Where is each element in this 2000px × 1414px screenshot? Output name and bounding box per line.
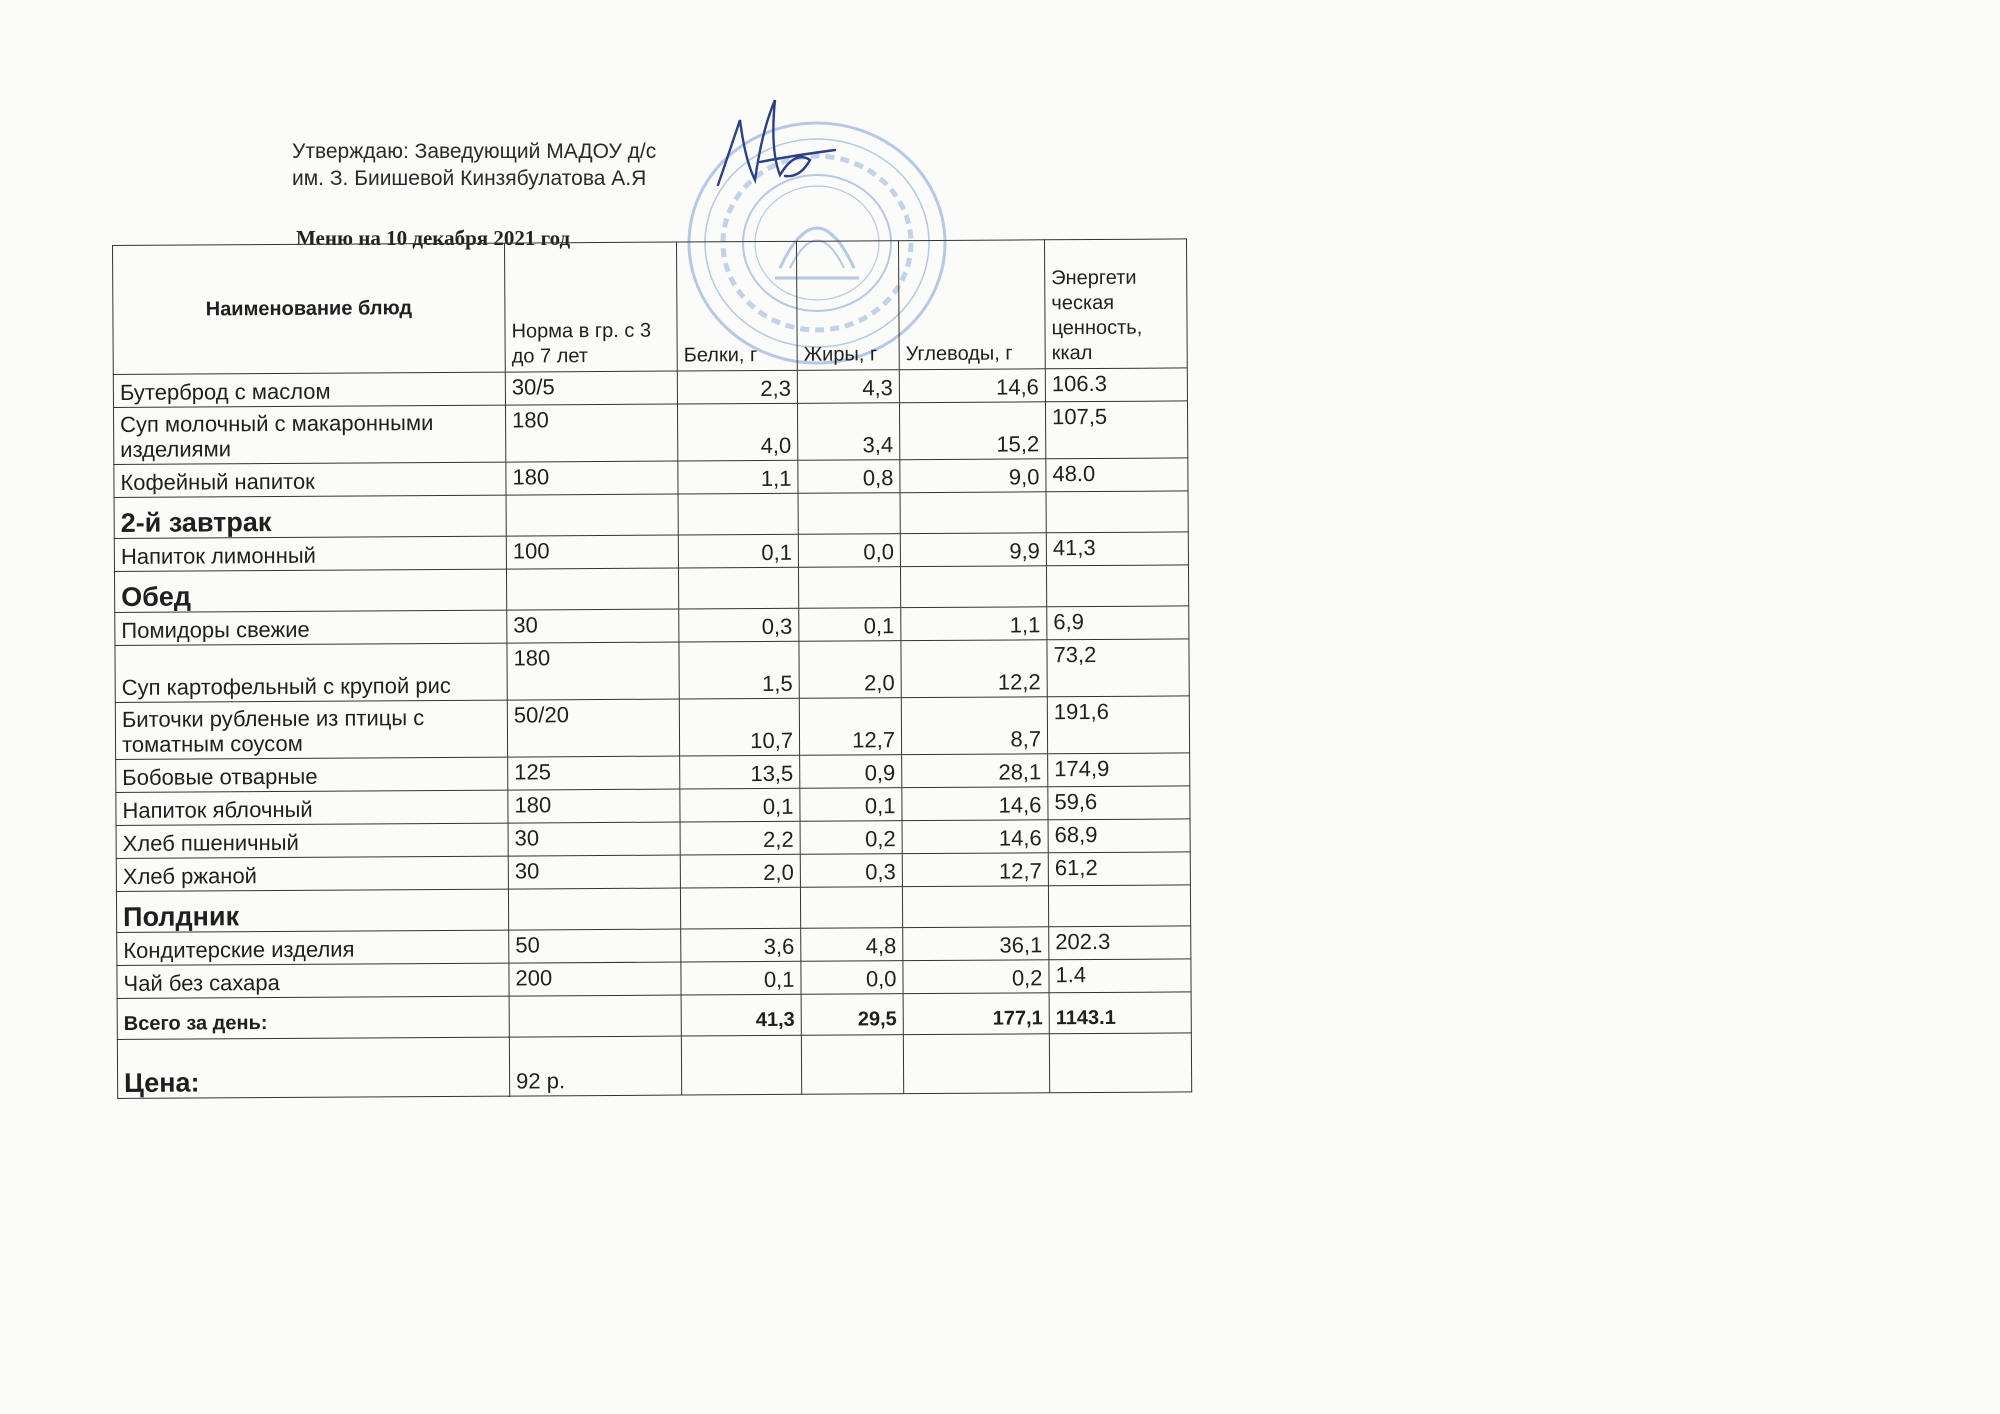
norm-value: 50 [509, 929, 681, 963]
norm-value: 125 [508, 756, 680, 790]
norm-value: 200 [509, 962, 681, 996]
empty-cell [1048, 885, 1190, 927]
norm-value: 180 [506, 461, 678, 495]
protein-value: 0,1 [678, 534, 798, 568]
dish-name: Хлеб пшеничный [116, 823, 508, 858]
total-energy: 1143.1 [1049, 992, 1191, 1034]
energy-value: 191,6 [1047, 696, 1189, 754]
norm-value: 30 [507, 609, 679, 643]
carbs-value: 9,0 [900, 459, 1046, 493]
column-header-name: Наименование блюд [113, 243, 506, 374]
section-title: Обед [114, 569, 506, 612]
protein-value: 2,2 [680, 821, 800, 855]
protein-value: 2,3 [677, 370, 797, 404]
dish-name: Напиток лимонный [114, 536, 506, 571]
fat-value: 12,7 [799, 698, 901, 756]
total-carbs: 177,1 [903, 993, 1049, 1035]
price-value: 92 р. [509, 1036, 681, 1096]
carbs-value: 1,1 [901, 607, 1047, 641]
protein-value: 2,0 [680, 854, 800, 888]
dish-name: Суп молочный с макаронными изделиями [113, 405, 505, 464]
fat-value: 0,1 [800, 788, 902, 822]
carbs-value: 12,2 [901, 640, 1047, 698]
energy-value: 68,9 [1048, 819, 1190, 853]
table-row [115, 696, 1189, 760]
norm-value: 30 [508, 822, 680, 856]
empty-cell [1046, 491, 1188, 533]
column-header-fat: Жиры, г [796, 241, 899, 371]
empty-cell [900, 492, 1046, 534]
protein-value: 0,1 [680, 788, 800, 822]
column-header-energy: Энергети ческая ценность, ккал [1044, 239, 1187, 369]
carbs-value: 36,1 [903, 927, 1049, 961]
carbs-value: 9,9 [900, 533, 1046, 567]
approval-block [292, 138, 656, 192]
norm-value: 180 [508, 789, 680, 823]
energy-value: 59,6 [1048, 786, 1190, 820]
protein-value: 1,5 [679, 641, 799, 699]
price-empty-cell [903, 1034, 1049, 1094]
protein-value: 3,6 [681, 928, 801, 962]
norm-value: 30 [508, 855, 680, 889]
empty-cell [902, 886, 1048, 928]
column-header-norm: Норма в гр. с 3 до 7 лет [504, 242, 677, 372]
dish-name: Чай без сахара [117, 963, 509, 998]
protein-value: 0,1 [681, 961, 801, 995]
dish-name: Бутерброд с маслом [113, 372, 505, 407]
table-header-row [113, 239, 1188, 375]
price-empty-cell [1049, 1033, 1191, 1093]
dish-name: Суп картофельный с крупой рис [115, 643, 507, 702]
fat-value: 2,0 [799, 641, 901, 699]
approval-line-2: им. З. Биишевой Кинзябулатова А.Я [292, 167, 647, 190]
fat-value: 0,2 [800, 821, 902, 855]
carbs-value: 0,2 [903, 960, 1049, 994]
total-norm [509, 995, 681, 1037]
empty-cell [678, 567, 798, 609]
norm-value: 100 [506, 535, 678, 569]
empty-cell [506, 494, 678, 536]
fat-value: 0,0 [798, 534, 900, 568]
table-row [113, 401, 1187, 465]
norm-value: 30/5 [505, 371, 677, 405]
fat-value: 0,1 [799, 608, 901, 642]
table-body [113, 368, 1191, 999]
section-row [116, 885, 1190, 933]
empty-cell [508, 888, 680, 930]
price-label: Цена: [117, 1037, 509, 1098]
fat-value: 4,3 [797, 370, 899, 404]
energy-value: 6,9 [1047, 606, 1189, 640]
carbs-value: 12,7 [902, 853, 1048, 887]
dish-name: Напиток яблочный [116, 790, 508, 825]
energy-value: 107,5 [1045, 401, 1187, 459]
fat-value: 0,3 [800, 854, 902, 888]
protein-value: 4,0 [677, 403, 797, 461]
carbs-value: 8,7 [901, 697, 1047, 755]
protein-value: 13,5 [680, 755, 800, 789]
empty-cell [900, 566, 1046, 608]
fat-value: 0,9 [800, 755, 902, 789]
energy-value: 1.4 [1049, 959, 1191, 993]
price-row [117, 1033, 1191, 1099]
section-title: 2-й завтрак [114, 495, 506, 538]
dish-name: Кондитерские изделия [117, 930, 509, 965]
carbs-value: 14,6 [902, 820, 1048, 854]
dish-name: Помидоры свежие [115, 610, 507, 645]
table-row [115, 639, 1189, 703]
dish-name: Бобовые отварные [116, 757, 508, 792]
column-header-protein: Белки, г [676, 241, 797, 371]
total-fat: 29,5 [801, 994, 903, 1036]
carbs-value: 15,2 [899, 402, 1045, 460]
column-header-carbs: Углеводы, г [898, 240, 1045, 370]
dish-name: Кофейный напиток [114, 462, 506, 497]
empty-cell [506, 568, 678, 610]
total-label: Всего за день: [117, 996, 509, 1039]
price-empty-cell [801, 1035, 903, 1095]
empty-cell [678, 493, 798, 535]
energy-value: 202.3 [1049, 926, 1191, 960]
energy-value: 73,2 [1047, 639, 1189, 697]
approval-line-1: Утверждаю: Заведующий МАДОУ д/с [292, 140, 657, 163]
carbs-value: 14,6 [899, 369, 1045, 403]
fat-value: 4,8 [801, 928, 903, 962]
fat-value: 0,0 [801, 961, 903, 995]
energy-value: 41,3 [1046, 532, 1188, 566]
empty-cell [1046, 565, 1188, 607]
total-row [117, 992, 1191, 1040]
energy-value: 106.3 [1045, 368, 1187, 402]
fat-value: 0,8 [798, 460, 900, 494]
menu-table [112, 238, 1192, 1099]
fat-value: 3,4 [797, 403, 899, 461]
price-empty-cell [681, 1035, 801, 1095]
empty-cell [798, 493, 900, 535]
empty-cell [680, 887, 800, 929]
energy-value: 61,2 [1048, 852, 1190, 886]
norm-value: 50/20 [507, 699, 679, 757]
section-title: Полдник [116, 889, 508, 932]
dish-name: Хлеб ржаной [116, 856, 508, 891]
norm-value: 180 [507, 642, 679, 700]
empty-cell [800, 887, 902, 929]
energy-value: 174,9 [1048, 753, 1190, 787]
norm-value: 180 [505, 404, 677, 462]
carbs-value: 14,6 [902, 787, 1048, 821]
section-row [114, 491, 1188, 539]
section-row [114, 565, 1188, 613]
protein-value: 0,3 [679, 608, 799, 642]
carbs-value: 28,1 [902, 754, 1048, 788]
handwritten-signature [700, 90, 840, 210]
dish-name: Биточки рубленые из птицы с томатным соусом [115, 700, 507, 759]
menu-title: Меню на 10 декабря 2021 год [296, 226, 571, 250]
energy-value: 48.0 [1046, 458, 1188, 492]
empty-cell [798, 567, 900, 609]
protein-value: 1,1 [678, 460, 798, 494]
total-protein: 41,3 [681, 994, 801, 1036]
protein-value: 10,7 [679, 698, 799, 756]
